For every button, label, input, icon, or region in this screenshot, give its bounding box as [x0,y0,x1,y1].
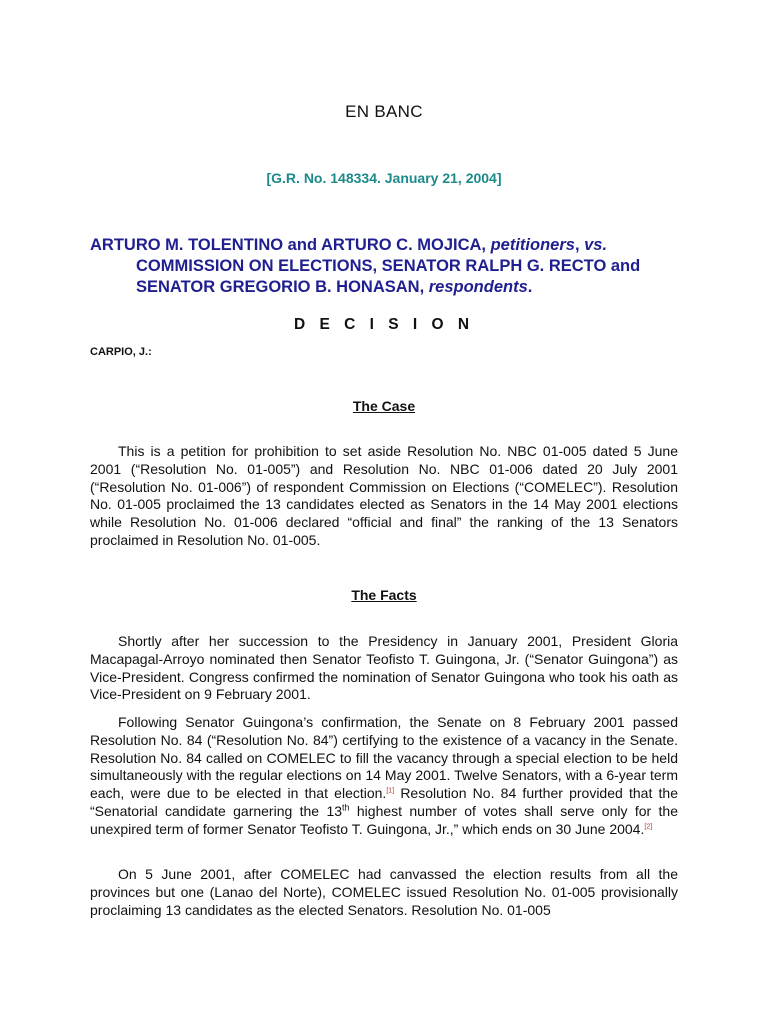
case-parties [90,235,680,298]
ordinal-suffix: th [342,802,350,813]
paragraph-facts-2: Following Senator Guingona’s confirmation, the Senate on 8 February 2001 passed Resolution No. 84 (“Resolution No. 84”) certifying to the existence of a vacancy in the Senate. Resolution No. 84 called on COMELEC to fill the vacancy through a special election to be held simultaneously with the regular elections on 14 May 2001. Twelve Senators, with a 6-year term each, were due to be elected in that election.[1] Resolution No. 84 further provided that the “Senatorial candidate garnering the 13th highest number of votes shall serve only for the unexpired term of former Senator Teofisto T. Guingona, Jr.,” which ends on 30 June 2004.[2] [90,714,678,837]
paragraph-facts-3: On 5 June 2001, after COMELEC had canvassed the election results from all the provinces but one (Lanao del Norte), COMELEC issued Resolution No. 01-005 provisionally proclaiming 13 candidates as the elected Senators. Resolution No. 01-005 [90,866,678,918]
vs-label: vs. [584,236,608,254]
paragraph-facts-1: Shortly after her succession to the Presidency in January 2001, President Gloria Macapagal-Arroyo nominated then Senator Teofisto T. Guingona, Jr. (“Senator Guingona”) as Vice-President. Congress confirmed the nomination of Senator Guingona who took his oath as Vice-President on 9 February 2001. [90,633,678,703]
parties-line-2: COMMISSION ON ELECTIONS, SENATOR RALPH G. RECTO and [136,257,641,275]
section-heading-facts: The Facts [351,587,417,603]
paragraph-case: This is a petition for prohibition to set aside Resolution No. NBC 01-005 dated 5 June 2001 (“Resolution No. 01-005”) and Resolution No. NBC 01-006 dated 20 July 2001 (“Resolution No. 01-006”) of respondent Commission on Elections (“COMELEC”). Resolution No. 01-005 proclaimed the 13 candidates elected as Senators in the 14 May 2001 elections while Resolution No. 01-006 declared “official and final” the ranking of the 13 Senators proclaimed in Resolution No. 01-005. [90,443,678,548]
court-division: EN BANC [345,102,423,121]
footnote-link-2[interactable]: [2] [644,823,653,831]
respondents-label: respondents [428,278,528,296]
section-heading-case: The Case [352,398,416,414]
case-number: [G.R. No. 148334. January 21, 2004] [266,170,502,186]
parties-line-1: ARTURO M. TOLENTINO and ARTURO C. MOJICA, petitioners, vs. [90,236,608,254]
ponente: CARPIO, J.: [90,346,152,358]
petitioners-label: petitioners [490,236,575,254]
decision-title: D E C I S I O N [293,316,475,333]
parties-line-3: SENATOR GREGORIO B. HONASAN, respondents. [136,278,533,296]
footnote-link-1[interactable]: [1] [386,787,395,795]
